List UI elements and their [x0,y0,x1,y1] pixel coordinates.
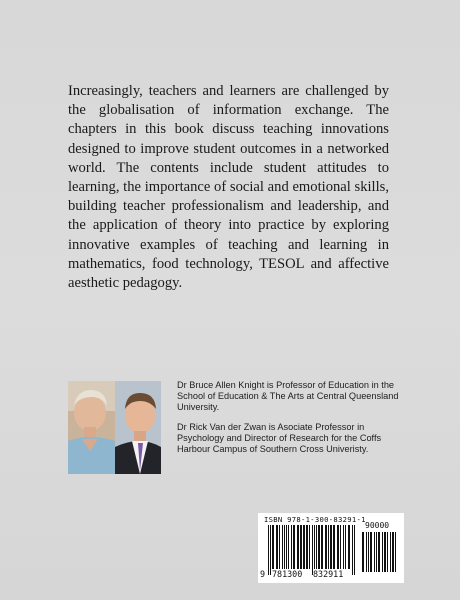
barcode-bar [276,525,278,569]
addon-bar [370,532,372,572]
addon-bar [384,532,386,572]
ean-first-digit: 9 [260,569,266,579]
barcode-bar [293,525,295,569]
isbn-barcode [258,513,404,583]
barcode-bar [306,525,308,569]
addon-bar [376,532,377,572]
addon-bar [390,532,391,572]
barcode-bar [297,525,299,569]
barcode-bar [279,525,280,569]
barcode-bar [348,525,350,569]
barcode-bar [282,525,283,569]
barcode-bar [333,525,335,569]
author-bio-van-der-zwan: Dr Rick Van der Zwan is Asociate Professor in Psychology and Director of Research for the Coffs Harbour Campus of Southern Cross Univeristy. [177,421,382,455]
barcode-bar [314,525,315,575]
addon-bar [374,532,375,572]
ean-right-group: 832911 [313,569,344,579]
author-photos [68,381,161,474]
barcode-bar [270,525,271,575]
addon-bar [387,532,388,572]
addon-bar [368,532,369,572]
isbn-label: ISBN 978-1-300-83291-1 [264,515,366,524]
barcode-bar [321,525,323,569]
barcode-bar [272,525,274,569]
barcode-bar [268,525,269,575]
barcode-bar [330,525,332,569]
addon-bar [378,532,380,572]
barcode-bar [328,525,329,569]
cover-blurb: Increasingly, teachers and learners are challenged by the globalisation of information exchange. The chapters in this book discuss teaching innovations designed to improve student outcomes in a networked world. The contents include student attitudes to learning, the importance of social and emotional skills, building teacher professionalism and leadership, and the application of theory into practice by exploring innovative examples of teaching and learning in mathematics, food technology, TESOL and affective aesthetic pedagogy. [68,83,389,292]
author-bios [177,380,399,463]
barcode-bar [325,525,327,569]
barcode-bar [340,525,341,569]
barcode-bar [343,525,344,569]
barcode-bar [337,525,339,569]
barcode-bar [291,525,292,569]
barcode-bar [352,525,353,575]
barcode-bar [312,525,313,575]
barcode-bar [345,525,346,569]
addon-bar [395,532,396,572]
barcode-bar [303,525,305,569]
addon-bar [362,532,364,572]
author-bio-knight: Dr Bruce Allen Knight is Professor of Education in the School of Education & The Arts at Central Queensland University. [177,380,399,413]
barcode-bar [300,525,302,569]
barcode-bar [288,525,289,569]
barcode-bar [309,525,310,569]
addon-bar [392,532,394,572]
barcode-bar [286,525,287,569]
addon-bar [382,532,383,572]
barcode-bar [316,525,317,569]
barcode-bar [284,525,285,569]
addon-bar [366,532,367,572]
barcode-bar [318,525,320,569]
barcode-bar [354,525,355,575]
price-code: 90000 [365,521,390,530]
ean-left-group: 781300 [272,569,303,579]
author-photos-image [68,381,161,474]
